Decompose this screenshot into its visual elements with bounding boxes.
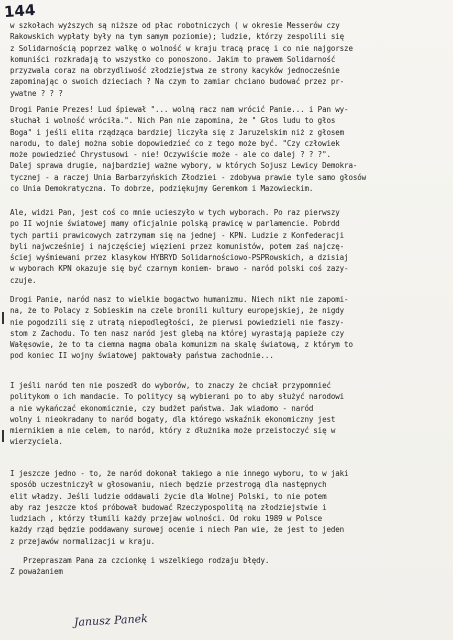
text-line: może powiedzieć Chrystusowi - nie! Oczywiście może - ale co dalej ? ? ?". bbox=[10, 150, 331, 160]
text-line: I jeszcze jedno - to, że naród dokonał takiego a nie innego wyboru, to w jaki bbox=[10, 469, 349, 478]
text-line: Drogi Panie Prezes! Lud śpiewał "... wolną racz nam wrócić Panie... i Pan wy- bbox=[10, 105, 349, 114]
text-line: ywatne ? ? ? bbox=[10, 88, 63, 98]
text-line: aby raz jeszcze ktoś próbował budować Rzeczypospolitą na złodziejstwie i bbox=[10, 502, 327, 512]
text-line: tycznej - a raczej Unia Barbarzyńskich Złodziei - zdobywa prawie tyle samo głosów bbox=[10, 172, 367, 182]
text-line: zapominając o swoich dzieciach ? Na czym to zamiar chciano budować przez pr- bbox=[10, 77, 345, 87]
text-line: stom z Zachodu. To ten nasz naród jest glebą na której wyrastają papieże czy bbox=[10, 328, 345, 338]
text-line: w szkołach wyższych są niższe od płac robotniczych ( w okresie Messerów czy bbox=[10, 21, 340, 30]
text-line: wierzyciela. bbox=[10, 437, 63, 447]
text-line: Drogi Panie, naród nasz to wielkie bogactwo humanizmu. Niech nikt nie zapomi- bbox=[10, 295, 349, 304]
text-line: Ale, widzi Pan, jest coś co mnie ucieszyło w tych wyborach. Po raz pierwszy bbox=[10, 208, 340, 217]
paragraph-2 bbox=[10, 104, 444, 194]
text-line: ściej wyśmiewani przez klasykow HYBRYD Solidarnościowo-PSPRowskich, a dzisiaj bbox=[10, 253, 349, 263]
paragraph-1 bbox=[10, 20, 444, 99]
text-line: wolny i nieokradany to naród bogaty, dla którego wskaźnik ekonomiczny jest bbox=[10, 414, 336, 424]
text-line: Z poważaniem bbox=[10, 567, 63, 577]
text-line: z Solidarnością poprzez walkę o wolność w kraju tracą pracę i co nie najgorsze bbox=[10, 43, 353, 53]
text-line: pod koniec II wojny światowej paktowały państwa zachodnie... bbox=[10, 351, 274, 361]
text-line: każdy rząd będzie poddawany surowej ocenie i niech Pan wie, że jest to jeden bbox=[10, 525, 345, 535]
text-line: po II wojnie światowej mamy oficjalnie polską prawicę w parlamencie. Pobrdd bbox=[10, 219, 340, 229]
text-line: Dalej sprawa drugie, najbardziej ważne wybory, w których Sojusz Lewicy Demokra- bbox=[10, 161, 358, 171]
text-line: a nie wykańczać ekonomicznie, czy budżet państwa. Jak wiadomo - naród bbox=[10, 403, 314, 413]
closing bbox=[10, 555, 444, 578]
text-line: ludziach , którzy tłumili każdy przejaw wolności. Od roku 1989 w Polsce bbox=[10, 514, 323, 524]
paragraph-5 bbox=[10, 380, 444, 448]
page-number: 144 bbox=[3, 0, 36, 22]
text-line: w wyborach KPN okazuje się być czarnym koniem- brawo - naród polski coś zazy- bbox=[10, 264, 349, 274]
text-line: co Unia Demokratyczna. To dobrze, podziękujmy Geremkom i Mazowieckim. bbox=[10, 184, 314, 194]
text-line: czuje. bbox=[10, 275, 37, 285]
text-line: narodu, to dalej można sobie dopowiedzieć co z tego może być. "Czy człowiek bbox=[10, 138, 340, 148]
paragraph-6 bbox=[10, 468, 444, 547]
text-line: elit władzy. Jeśli ludzie oddawali życie dla Wolnej Polski, to nie potem bbox=[10, 491, 327, 501]
margin-mark bbox=[2, 312, 4, 324]
text-line: byli najwcześniej i najczęściej więzieni przez komunistów, potem zaś najczę- bbox=[10, 241, 345, 251]
handwritten-signature: Janusz Panek bbox=[73, 612, 149, 629]
text-line: z przejawów normalizacji w kraju. bbox=[10, 536, 156, 546]
text-line: politykom o ich mandacie. To politycy są wybierani po to aby służyć narodowi bbox=[10, 392, 345, 402]
text-line: Wałęsowie, że to ta ciemna magma obala komunizm na skalę światową, z którym to bbox=[10, 340, 353, 350]
text-line: miernikiem a nie celem, to naród, który z dłużnika może przeistoczyć się w bbox=[10, 426, 336, 436]
text-line: Rakowskich wypłaty były na tym samym poziomie); ludzie, którzy zespolili się bbox=[10, 32, 345, 42]
text-line: tych partii prawicowych zatrzymam się na jednej - KPN. Ludzie z Konfederacji bbox=[10, 230, 345, 240]
paragraph-3 bbox=[10, 207, 444, 286]
text-line: nie pogodzili się z utratą niepodległości, że pierwsi powiedzieli nie faszy- bbox=[10, 317, 345, 327]
margin-mark bbox=[2, 430, 4, 442]
text-line: słuchał i wolność wróciła.". Nich Pan nie zapomina, że " Głos ludu to głos bbox=[10, 116, 336, 126]
text-line: na, że to Polacy z Sobieskim na czele bronili kultury europejskiej, że nigdy bbox=[10, 306, 345, 316]
text-line: sposób uczestniczył w głosowaniu, niech będzie przestrogą dla następnych bbox=[10, 480, 327, 490]
text-line: przyzwala coraz na obrzydliwość złodziejstwa ze strony kacyków jednocześnie bbox=[10, 66, 340, 76]
text-line: I jeśli naród ten nie poszedł do wyborów, to znaczy że chciał przypomnieć bbox=[10, 381, 331, 390]
text-line: Boga" i jeśli elita rządząca bardziej liczyła się z Jaruzelskim niż z głosem bbox=[10, 127, 345, 137]
text-line: Przepraszam Pana za czcionkę i wszelkiego rodzaju błędy. bbox=[10, 556, 270, 565]
text-line: komuniści rozkradają to wszystko co ponoszono. Jakim to prawem Solidarność bbox=[10, 54, 336, 64]
paragraph-4 bbox=[10, 294, 444, 362]
